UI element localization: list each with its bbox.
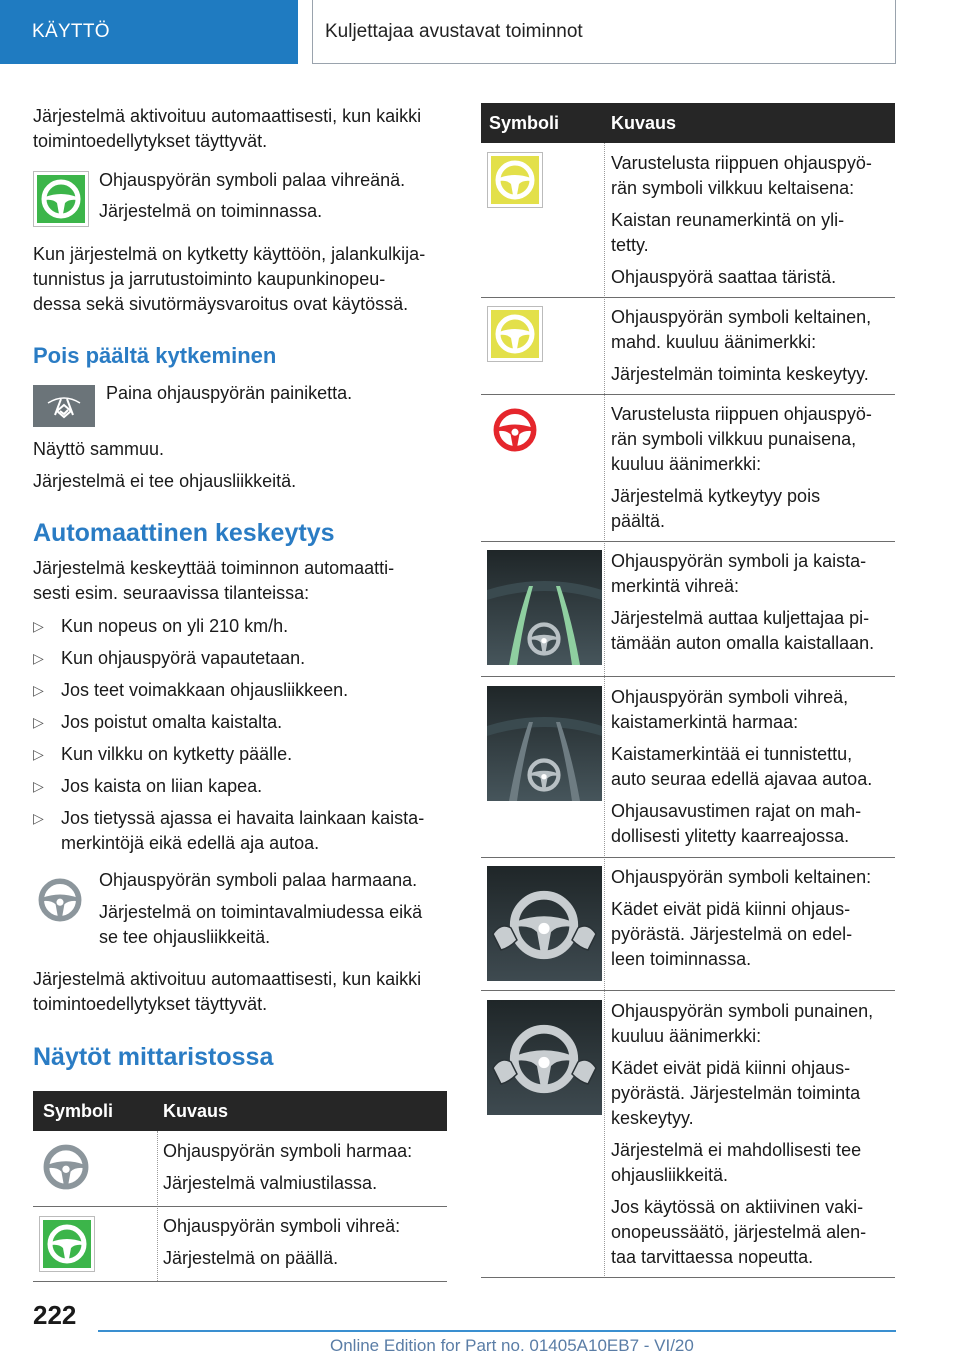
bullet-arrow-icon: ▷ [33, 714, 44, 730]
table-cell: Kädet eivät pidä kiinni ohjaus- [611, 899, 851, 919]
table-cell: leen toiminnassa. [611, 949, 752, 969]
row-divider [481, 394, 895, 395]
table-cell: Järjestelmä auttaa kuljettajaa pi- [611, 608, 870, 628]
table-cell: auto seuraa edellä ajavaa autoa. [611, 769, 873, 789]
grey-symbol-text-2: Järjestelmä on toimintavalmiudessa eikä [99, 902, 423, 922]
chapter-title-text: Kuljettajaa avustavat toiminnot [325, 21, 583, 42]
steering-wheel-grey-icon [33, 873, 87, 927]
table-cell: Järjestelmä ei mahdollisesti tee [611, 1140, 862, 1160]
table-cell: Järjestelmä kytkeytyy pois [611, 486, 821, 506]
bullet-arrow-icon: ▷ [33, 778, 44, 794]
list-item-text: Jos teet voimakkaan ohjausliikkeen. [61, 680, 349, 700]
table-cell: Ohjauspyörän symboli keltainen, [611, 307, 872, 327]
interrupt-intro-2: sesti esim. seuraavissa tilanteissa: [33, 583, 310, 603]
left-table-header [33, 1091, 447, 1131]
bullet-arrow-icon: ▷ [33, 650, 44, 666]
table-cell: onopeussäätö, järjestelmä alen- [611, 1222, 867, 1242]
edition-link[interactable]: Online Edition for Part no. 01405A10EB7 - VI/20 [330, 1336, 694, 1355]
table-cell: mahd. kuuluu äänimerkki: [611, 332, 817, 352]
press-button-text: Paina ohjauspyörän painiketta. [106, 383, 353, 403]
table-cell: kuuluu äänimerkki: [611, 1026, 762, 1046]
bullet-arrow-icon: ▷ [33, 682, 44, 698]
row-divider [481, 676, 895, 677]
interrupt-intro-1: Järjestelmä keskeyttää toiminnon automaatti- [33, 558, 395, 578]
row-divider [481, 297, 895, 298]
green-symbol-text-2: Järjestelmä on toiminnassa. [99, 201, 323, 221]
row-divider [481, 541, 895, 542]
table-cell: Kaistamerkintää ei tunnistettu, [611, 744, 853, 764]
table-cell: dollisesti ylitetty kaarreajossa. [611, 826, 850, 846]
row-divider [481, 1277, 895, 1278]
list-item-text: Kun vilkku on kytketty päälle. [61, 744, 293, 764]
table-cell: Järjestelmän toiminta keskeytyy. [611, 364, 869, 384]
section-tab: KÄYTTÖ [0, 0, 298, 64]
no-steering-text: Järjestelmä ei tee ohjausliikkeitä. [33, 471, 297, 491]
bullet-arrow-icon: ▷ [33, 618, 44, 634]
footer-divider [98, 1330, 896, 1332]
table-cell: Ohjauspyörän symboli harmaa: [163, 1141, 413, 1161]
table-cell: kuuluu äänimerkki: [611, 454, 762, 474]
auto-activate-line-2: toimintoedellytykset täyttyvät. [33, 994, 268, 1014]
column-divider [604, 143, 605, 1278]
list-item-text: Kun ohjauspyörä vapautetaan. [61, 648, 306, 668]
right-table-header [481, 103, 895, 143]
steering-wheel-grey-icon [39, 1140, 93, 1194]
list-item-text: merkintöjä eikä edellä aja autoa. [61, 833, 320, 853]
col-description: Kuvaus [163, 1101, 229, 1121]
col-symbol: Symboli [43, 1101, 114, 1121]
steering-wheel-green-icon [33, 171, 89, 227]
row-divider [33, 1281, 447, 1282]
table-cell: Ohjauspyörän symboli punainen, [611, 1001, 874, 1021]
table-cell: Varustelusta riippuen ohjauspyö- [611, 404, 872, 424]
auto-interrupt-heading: Automaattinen keskeytys [33, 519, 335, 547]
lane-display-grey-icon [487, 686, 602, 801]
driver-assist-button-icon [33, 385, 95, 427]
row-divider [33, 1206, 447, 1207]
table-cell: kaistamerkintä harmaa: [611, 712, 799, 732]
row-divider [481, 857, 895, 858]
table-cell: Jos käytössä on aktiivinen vaki- [611, 1197, 864, 1217]
table-cell: Ohjauspyörän symboli keltainen: [611, 867, 872, 887]
intro-line-1: Järjestelmä aktivoituu automaattisesti, kun kaikki [33, 106, 422, 126]
table-cell: Ohjauspyörän symboli vihreä, [611, 687, 849, 707]
table-cell: keskeytyy. [611, 1108, 694, 1128]
bullet-arrow-icon: ▷ [33, 810, 44, 826]
page-number: 222 [33, 1300, 77, 1330]
grey-symbol-text-3: se tee ohjausliikkeitä. [99, 927, 271, 947]
table-cell: rän symboli vilkkuu keltaisena: [611, 178, 855, 198]
col-description: Kuvaus [611, 113, 677, 133]
table-cell: Ohjauspyörän symboli ja kaista- [611, 551, 867, 571]
steering-wheel-green-icon [39, 1216, 95, 1272]
table-cell: tetty. [611, 235, 649, 255]
table-cell: pyörästä. Järjestelmän toiminta [611, 1083, 861, 1103]
list-item-text: Kun nopeus on yli 210 km/h. [61, 616, 289, 636]
row-divider [481, 990, 895, 991]
switch-off-heading: Pois päältä kytkeminen [33, 343, 277, 368]
pedestrian-line-1: Kun järjestelmä on kytketty käyttöön, jalankulkija- [33, 244, 426, 264]
bullet-arrow-icon: ▷ [33, 746, 44, 762]
table-cell: taa tarvittaessa nopeutta. [611, 1247, 814, 1267]
table-cell: Varustelusta riippuen ohjauspyö- [611, 153, 872, 173]
steering-wheel-yellow-icon [487, 152, 543, 208]
auto-activate-line-1: Järjestelmä aktivoituu automaattisesti, kun kaikki [33, 969, 422, 989]
table-cell: Järjestelmä valmiustilassa. [163, 1173, 378, 1193]
table-cell: Ohjauspyörän symboli vihreä: [163, 1216, 401, 1236]
table-cell: tämään auton omalla kaistallaan. [611, 633, 875, 653]
table-cell: Kädet eivät pidä kiinni ohjaus- [611, 1058, 851, 1078]
steering-wheel-yellow-icon [487, 306, 543, 362]
pedestrian-line-3: dessa sekä sivutörmäysvaroitus ovat käytössä. [33, 294, 409, 314]
intro-line-2: toimintoedellytykset täyttyvät. [33, 131, 268, 151]
displays-heading: Näytöt mittaristossa [33, 1043, 274, 1071]
lane-display-green-icon [487, 550, 602, 665]
table-cell: rän symboli vilkkuu punaisena, [611, 429, 857, 449]
pedestrian-line-2: tunnistus ja jarrutustoiminto kaupunkinopeu- [33, 269, 386, 289]
table-cell: ohjausliikkeitä. [611, 1165, 729, 1185]
table-cell: päältä. [611, 511, 666, 531]
hands-off-yellow-icon [487, 866, 602, 981]
hands-off-red-icon [487, 1000, 602, 1115]
table-cell: pyörästä. Järjestelmä on edel- [611, 924, 853, 944]
list-item-text: Jos tietyssä ajassa ei havaita lainkaan kaista- [61, 808, 425, 828]
table-cell: Ohjauspyörä saattaa täristä. [611, 267, 837, 287]
grey-symbol-text-1: Ohjauspyörän symboli palaa harmaana. [99, 870, 418, 890]
display-off-text: Näyttö sammuu. [33, 439, 165, 459]
table-cell: Ohjausavustimen rajat on mah- [611, 801, 862, 821]
table-cell: merkintä vihreä: [611, 576, 740, 596]
steering-wheel-red-icon [489, 404, 541, 456]
list-item-text: Jos poistut omalta kaistalta. [61, 712, 283, 732]
col-symbol: Symboli [489, 113, 560, 133]
list-item-text: Jos kaista on liian kapea. [61, 776, 263, 796]
table-cell: Järjestelmä on päällä. [163, 1248, 339, 1268]
green-symbol-text-1: Ohjauspyörän symboli palaa vihreänä. [99, 170, 406, 190]
table-cell: Kaistan reunamerkintä on yli- [611, 210, 845, 230]
chapter-title [312, 0, 896, 64]
